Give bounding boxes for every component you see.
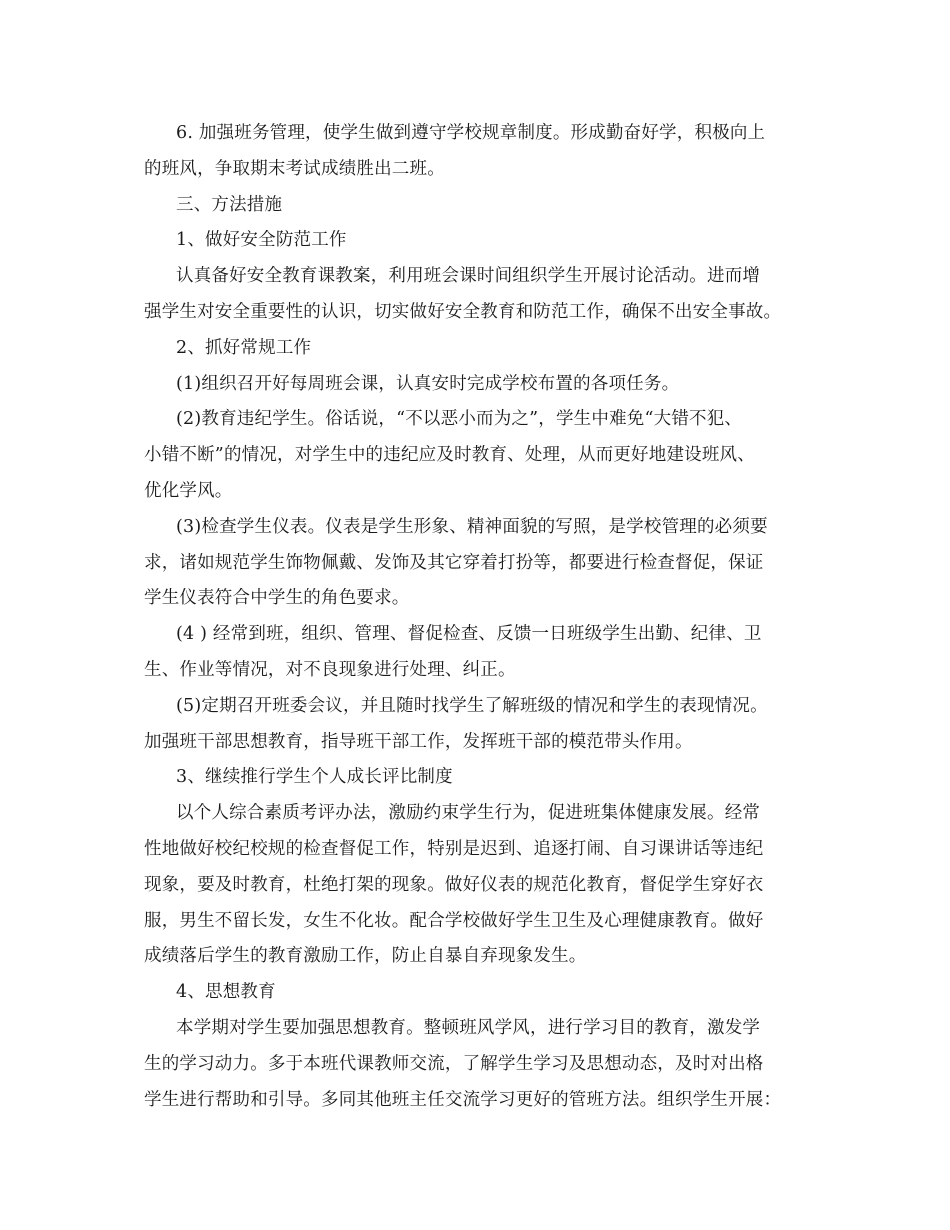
text-line: (3)检查学生仪表。仪表是学生形象、精神面貌的写照，是学校管理的必须要 [176,516,768,537]
text-line: 6. 加强班务管理，使学生做到遵守学校规章制度。形成勤奋好学，积极向上 [176,123,766,143]
text-line: 的班风，争取期末考试成绩胜出二班。 [144,158,445,179]
text-line: 以个人综合素质考评办法，激励约束学生行为，促进班集体健康发展。经常 [176,803,761,824]
text-line: 服，男生不留长发，女生不化妆。配合学校做好学生卫生及心理健康教育。做好 [144,910,764,931]
section-heading: 三、方法措施 [176,194,283,215]
text-line: 性地做好校纪校规的检查督促工作，特别是迟到、追逐打闹、自习课讲话等违纪 [144,838,764,859]
text-line: 认真备好安全教育课教案，利用班会课时间组织学生开展讨论活动。进而增 [176,266,761,287]
text-line: 生、作业等情况，对不良现象进行处理、纠正。 [144,659,516,680]
text-line: 生的学习动力。多于本班代课教师交流，了解学生学习及思想动态，及时对出格 [144,1053,764,1074]
subsection-heading: 3、继续推行学生个人成长评比制度 [176,767,453,788]
text-line: (4 ) 经常到班，组织、管理、督促检查、反馈一日班级学生出勤、纪律、卫 [176,624,762,645]
text-line: 本学期对学生要加强思想教育。整顿班风学风，进行学习目的教育，激发学 [176,1017,761,1038]
text-line: 加强班干部思想教育，指导班干部工作，发挥班干部的模范带头作用。 [144,731,693,752]
text-line: 现象，要及时教育，杜绝打架的现象。做好仪表的规范化教育，督促学生穿好衣 [144,874,764,895]
text-line: 成绩落后学生的教育激励工作，防止自暴自弃现象发生。 [144,946,587,967]
document-body [144,116,810,1118]
text-line: 学生仪表符合中学生的角色要求。 [144,588,410,609]
text-line: (5)定期召开班委会议，并且随时找学生了解班级的情况和学生的表现情况。 [176,695,768,716]
subsection-heading: 2、抓好常规工作 [176,337,312,358]
subsection-heading: 1、做好安全防范工作 [176,230,347,251]
text-line: 求，诸如规范学生饰物佩戴、发饰及其它穿着打扮等，都要进行检查督促，保证 [144,552,764,573]
text-line: (2)教育违纪学生。俗话说，“不以恶小而为之”，学生中难免“大错不犯、 [176,409,743,430]
text-line: 学生进行帮助和引导。多同其他班主任交流学习更好的管班方法。组织学生开展： [144,1089,782,1110]
text-line: 优化学风。 [144,480,233,501]
text-line: (1)组织召开好每周班会课，认真安时完成学校布置的各项任务。 [176,373,680,394]
subsection-heading: 4、思想教育 [176,982,276,1003]
text-line: 小错不断”的情况，对学生中的违纪应及时教育、处理，从而更好地建设班风、 [144,445,755,466]
text-line: 强学生对安全重要性的认识，切实做好安全教育和防范工作，确保不出安全事故。 [144,301,782,322]
